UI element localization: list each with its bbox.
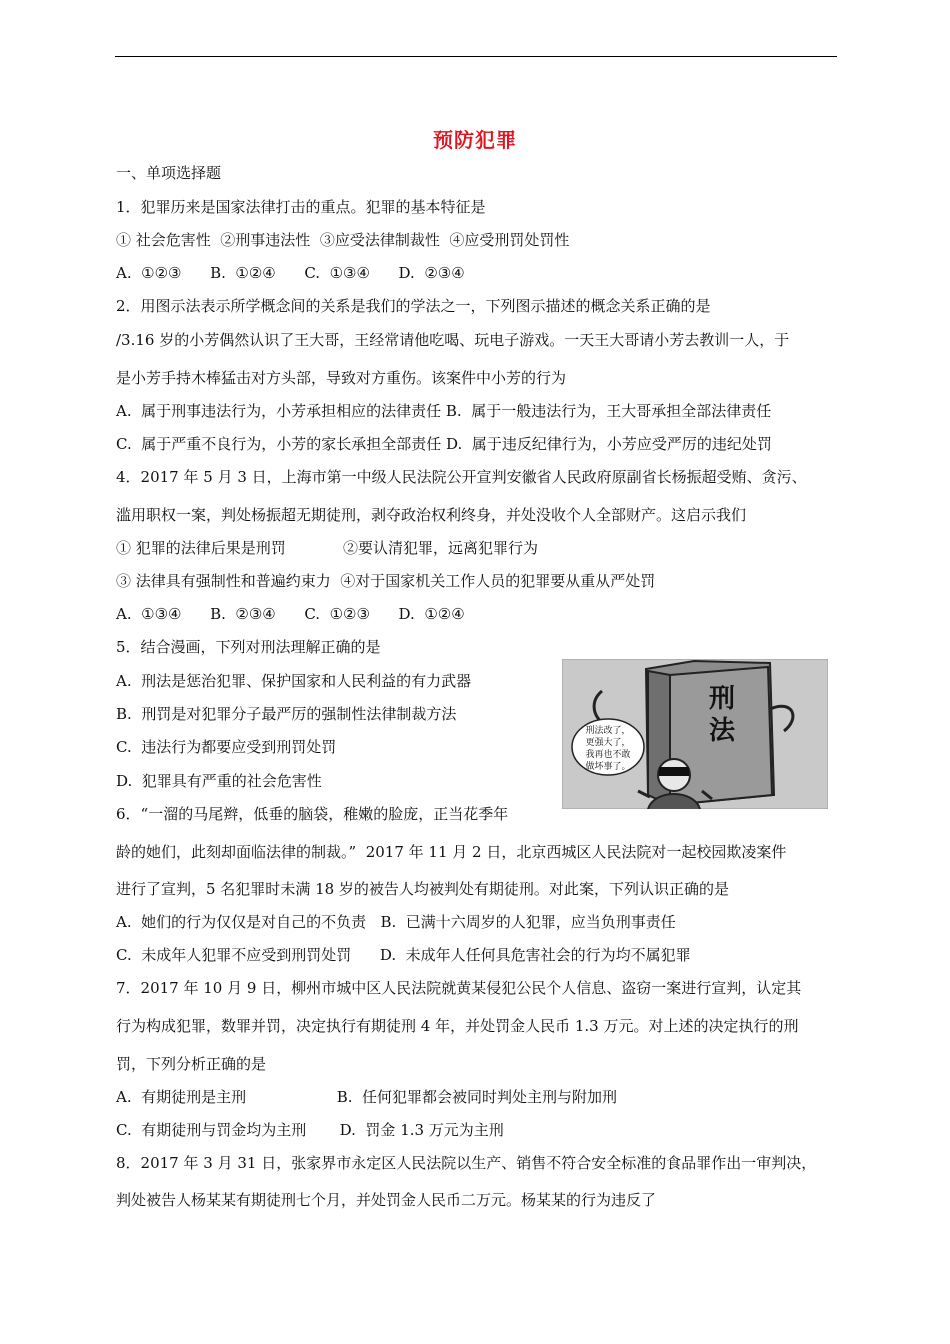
question-3-cont: 是小芳手持木棒猛击对方头部，导致对方重伤。该案件中小芳的行为 xyxy=(116,369,567,387)
speech-bubble xyxy=(572,719,644,775)
question-6: 6．“一溜的马尾辫，低垂的脑袋，稚嫩的脸庞，正当花季年 xyxy=(116,805,509,823)
speech-line-3: 我再也不敢 xyxy=(585,750,631,760)
question-1-items: ① 社会危害性 ②刑事违法性 ③应受法律制裁性 ④应受刑罚处罚性 xyxy=(116,231,570,249)
question-3-options-ab: A. 属于刑事违法行为，小芳承担相应的法律责任 B. 属于一般违法行为，王大哥承担全部法律责任 xyxy=(116,402,772,420)
page-title: 预防犯罪 xyxy=(433,128,517,152)
criminal-law-cartoon xyxy=(562,659,828,809)
question-5-option-a: A. 刑法是惩治犯罪、保护国家和人民利益的有力武器 xyxy=(116,672,472,690)
question-7-cont-2: 罚，下列分析正确的是 xyxy=(116,1055,267,1073)
question-5: 5．结合漫画，下列对刑法理解正确的是 xyxy=(116,638,381,656)
header-rule xyxy=(115,56,837,57)
question-7-options-cd: C. 有期徒刑与罚金均为主刑 D. 罚金 1.3 万元为主刑 xyxy=(116,1121,504,1139)
question-1: 1．犯罪历来是国家法律打击的重点。犯罪的基本特征是 xyxy=(116,198,486,216)
question-5-option-b: B. 刑罚是对犯罪分子最严厉的强制性法律制裁方法 xyxy=(116,705,457,723)
question-6-cont-1: 龄的她们，此刻却面临法律的制裁。” 2017 年 11 月 2 日，北京西城区人民法院对一起校园欺凌案件 xyxy=(116,843,787,861)
speech-line-2: 更强大了， xyxy=(585,738,631,748)
question-4-items-12: ① 犯罪的法律后果是刑罚 ②要认清犯罪，远离犯罪行为 xyxy=(116,539,538,557)
question-8: 8．2017 年 3 月 31 日，张家界市永定区人民法院以生产、销售不符合安全标准的食品罪作出一审判决， xyxy=(116,1154,817,1172)
question-6-cont-2: 进行了宣判，5 名犯罪时未满 18 岁的被告人均被判处有期徒刑。对此案，下列认识正确的是 xyxy=(116,880,729,898)
question-3-options-cd: C. 属于严重不良行为，小芳的家长承担全部责任 D. 属于违反纪律行为，小芳应受严厉的违纪处罚 xyxy=(116,435,772,453)
question-5-option-c: C. 违法行为都要应受到刑罚处罚 xyxy=(116,738,337,756)
question-8-cont: 判处被告人杨某某有期徒刑七个月，并处罚金人民币二万元。杨某某的行为违反了 xyxy=(116,1191,657,1209)
question-7-cont-1: 行为构成犯罪，数罪并罚，决定执行有期徒刑 4 年，并处罚金人民币 1.3 万元。对上述的决定执行的刑 xyxy=(116,1017,799,1035)
speech-line-4: 做坏事了。 xyxy=(585,762,631,772)
question-4-items-34: ③ 法律具有强制性和普遍约束力 ④对于国家机关工作人员的犯罪要从重从严处罚 xyxy=(116,572,656,590)
question-4-options: A. ①③④ B. ②③④ C. ①②③ D. ①②④ xyxy=(116,605,465,623)
question-7-options-ab: A. 有期徒刑是主刑 B. 任何犯罪都会被同时判处主刑与附加刑 xyxy=(116,1088,618,1106)
question-1-options: A. ①②③ B. ①②④ C. ①③④ D. ②③④ xyxy=(116,264,465,282)
question-6-options-cd: C. 未成年人犯罪不应受到刑罚处罚 D. 未成年人任何具危害社会的行为均不属犯罪 xyxy=(116,946,691,964)
question-4-cont: 滥用职权一案，判处杨振超无期徒刑，剥夺政治权利终身，并处没收个人全部财产。这启示我们 xyxy=(116,506,747,524)
question-5-option-d: D. 犯罪具有严重的社会危害性 xyxy=(116,772,322,790)
book-title-1: 刑 xyxy=(708,684,736,714)
question-3: /3.16 岁的小芳偶然认识了王大哥，王经常请他吃喝、玩电子游戏。一天王大哥请小芳去教训一人，于 xyxy=(116,331,790,349)
question-7: 7．2017 年 10 月 9 日，柳州市城中区人民法院就黄某侵犯公民个人信息、盗窃一案进行宣判，认定其 xyxy=(116,979,802,997)
question-2: 2．用图示法表示所学概念间的关系是我们的学法之一，下列图示描述的概念关系正确的是 xyxy=(116,297,711,315)
book-title-2: 法 xyxy=(708,716,736,746)
speech-line-1: 刑法改了， xyxy=(585,726,631,736)
question-4: 4．2017 年 5 月 3 日，上海市第一中级人民法院公开宣判安徽省人民政府原副省长杨振超受贿、贪污、 xyxy=(116,468,807,486)
question-6-options-ab: A. 她们的行为仅仅是对自己的不负责 B. 已满十六周岁的人犯罪，应当负刑事责任 xyxy=(116,913,676,931)
section-heading: 一、单项选择题 xyxy=(116,164,222,182)
